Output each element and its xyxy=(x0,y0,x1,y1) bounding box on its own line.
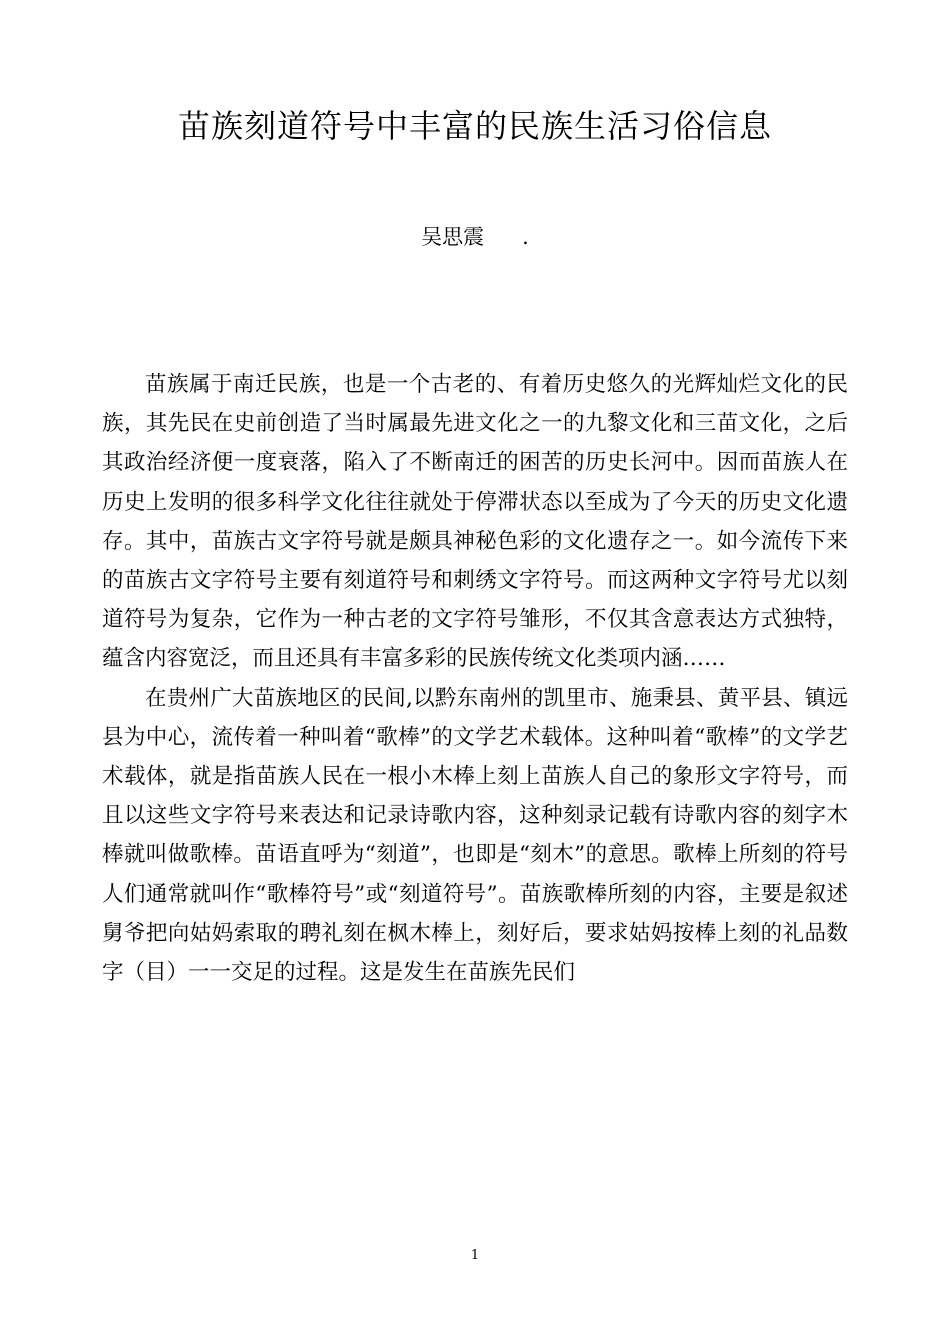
body-paragraph: 在贵州广大苗族地区的民间,以黔东南州的凯里市、施秉县、黄平县、镇远县为中心，流传着一种叫着“歌棒”的文学艺术载体。这种叫着“歌棒”的文学艺术载体，就是指苗族人民在一根小木棒上刻上苗族人自己的象形文字符号，而且以这些文字符号来表达和记录诗歌内容，这种刻录记载有诗歌内容的刻字木棒就叫做歌棒。苗语直呼为“刻道”，也即是“刻木”的意思。歌棒上所刻的符号人们通常就叫作“歌棒符号”或“刻道符号”。苗族歌棒所刻的内容，主要是叙述舅爷把向姑妈索取的聘礼刻在枫木棒上，刻好后，要求姑妈按棒上刻的礼品数字（目）一一交足的过程。这是发生在苗族先民们 xyxy=(102,685,848,986)
body-paragraph: 苗族属于南迁民族，也是一个古老的、有着历史悠久的光辉灿烂文化的民族，其先民在史前创造了当时属最先进文化之一的九黎文化和三苗文化，之后其政治经济便一度衰落，陷入了不断南迁的困苦的历史长河中。因而苗族人在历史上发明的很多科学文化往往就处于停滞状态以至成为了今天的历史文化遗存。其中，苗族古文字符号就是颇具神秘色彩的文化遗存之一。如今流传下来的苗族古文字符号主要有刻道符号和刺绣文字符号。而这两种文字符号尤以刻道符号为复杂，它作为一种古老的文字符号雏形，不仅其含意表达方式独特，蕴含内容宽泛，而且还具有丰富多彩的民族传统文化类项内涵…… xyxy=(102,372,848,672)
author-line xyxy=(0,222,950,252)
document-body xyxy=(102,365,848,992)
document-title: 苗族刻道符号中丰富的民族生活习俗信息 xyxy=(177,107,772,145)
author-name: 吴思震 xyxy=(421,225,485,249)
page-number: 1 xyxy=(470,1248,480,1263)
author-mark: . xyxy=(522,225,529,249)
